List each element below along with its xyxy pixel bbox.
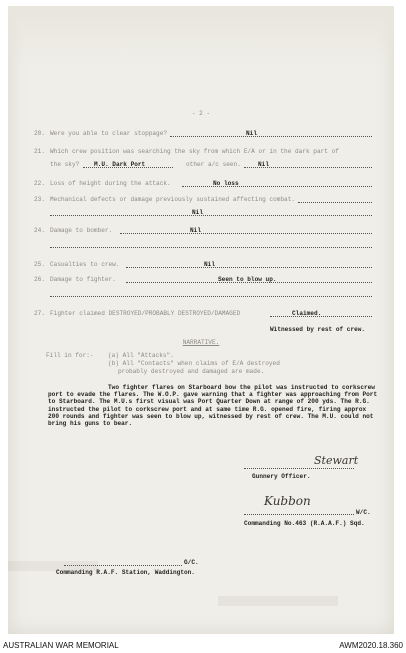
footer-bar	[0, 640, 406, 653]
commanding-squadron-label: Commanding No.463 (R.A.A.F.) Sqd.	[244, 520, 365, 527]
item-22-answer: No loss	[213, 180, 239, 187]
item-26-question: Damage to fighter.	[50, 276, 116, 283]
item-23-answer: Nil	[192, 209, 203, 216]
item-27-answer: Claimed.	[292, 310, 322, 317]
signature-line	[244, 468, 354, 469]
station-rank: G/C.	[184, 559, 199, 566]
fill-in-b-continued: probably destroyed and damaged are made.	[118, 368, 265, 375]
witnessed-line: Witnessed by rest of crew.	[270, 326, 366, 333]
answer-line	[182, 186, 372, 187]
answer-line	[298, 202, 372, 203]
paper-tape-mark	[218, 596, 338, 606]
item-25-question: Casualties to crew.	[50, 261, 120, 268]
item-25-number: 25.	[34, 261, 45, 268]
answer-line	[126, 267, 372, 268]
item-21-number: 21.	[34, 148, 45, 155]
footer-accession-number: AWM2020.18.360	[339, 641, 403, 650]
item-23-number: 23.	[34, 196, 45, 203]
item-21-question: Which crew position was searching the sky from which E/A or in the dark part of	[50, 148, 339, 155]
item-20-number: 20.	[34, 130, 45, 137]
item-23-question: Mechanical defects or damage previously sustained affecting combat.	[50, 196, 296, 203]
gunnery-officer-signature: Stewart	[314, 454, 359, 467]
item-20-question: Were you able to clear stoppage?	[50, 130, 168, 137]
answer-line	[120, 233, 372, 234]
commanding-officer-signature: Kubbon	[264, 494, 311, 508]
squadron-rank: W/C.	[356, 509, 371, 516]
item-22-number: 22.	[34, 180, 45, 187]
answer-line	[170, 136, 372, 137]
narrative-heading: NARRATIVE.	[182, 339, 220, 346]
signature-line	[64, 565, 182, 566]
item-26-number: 26.	[34, 276, 45, 283]
answer-line	[50, 296, 372, 297]
page-number: - 2 -	[191, 110, 211, 117]
item-21-answer: M.U. Dark Port	[94, 161, 146, 168]
narrative-text: Two fighter flares on Starboard bow the pilot was instructed to corkscrew port to evade the flares. The W.O.P. gave warning that a fighter was approaching from Port to Starboard. The M.U.s first visual was Port Quarter Down at range of 200 yds. The R.G. instructed the pilot to corkscrew port and at same time R.G. opened fire, firing approx 200 rounds and fighter was seen to blow up, witnessed by rest of crew. The M.U. could not bring his guns to bear.	[48, 384, 378, 428]
item-24-question: Damage to bomber.	[50, 227, 113, 234]
item-20-answer: Nil	[246, 130, 257, 137]
item-21-question-other: other a/c seen.	[186, 161, 241, 168]
signature-line	[244, 514, 354, 515]
item-27-question: Fighter claimed DESTROYED/PROBABLY DESTROYED/DAMAGED	[50, 310, 241, 317]
item-24-answer: Nil	[190, 227, 201, 234]
item-26-answer: Seen to blow up.	[218, 276, 277, 283]
item-21-question-continued: the sky?	[50, 161, 80, 168]
item-24-number: 24.	[34, 227, 45, 234]
commanding-station-label: Commanding R.A.F. Station, Waddington.	[56, 569, 195, 576]
fill-in-intro: Fill in for:-	[46, 352, 94, 359]
document-page	[8, 6, 394, 634]
item-22-question: Loss of height during the attack.	[50, 180, 171, 187]
fill-in-b: (b) All "Contacts" when claims of E/A destroyed	[108, 360, 280, 367]
footer-credit: AUSTRALIAN WAR MEMORIAL	[3, 641, 119, 650]
fill-in-a: (a) All "Attacks".	[108, 352, 174, 359]
item-25-answer: Nil	[204, 261, 215, 268]
item-21-answer-other: Nil	[258, 161, 269, 168]
gunnery-officer-label: Gunnery Officer.	[252, 473, 311, 480]
answer-line	[50, 247, 372, 248]
answer-line	[50, 215, 372, 216]
item-27-number: 27.	[34, 310, 45, 317]
